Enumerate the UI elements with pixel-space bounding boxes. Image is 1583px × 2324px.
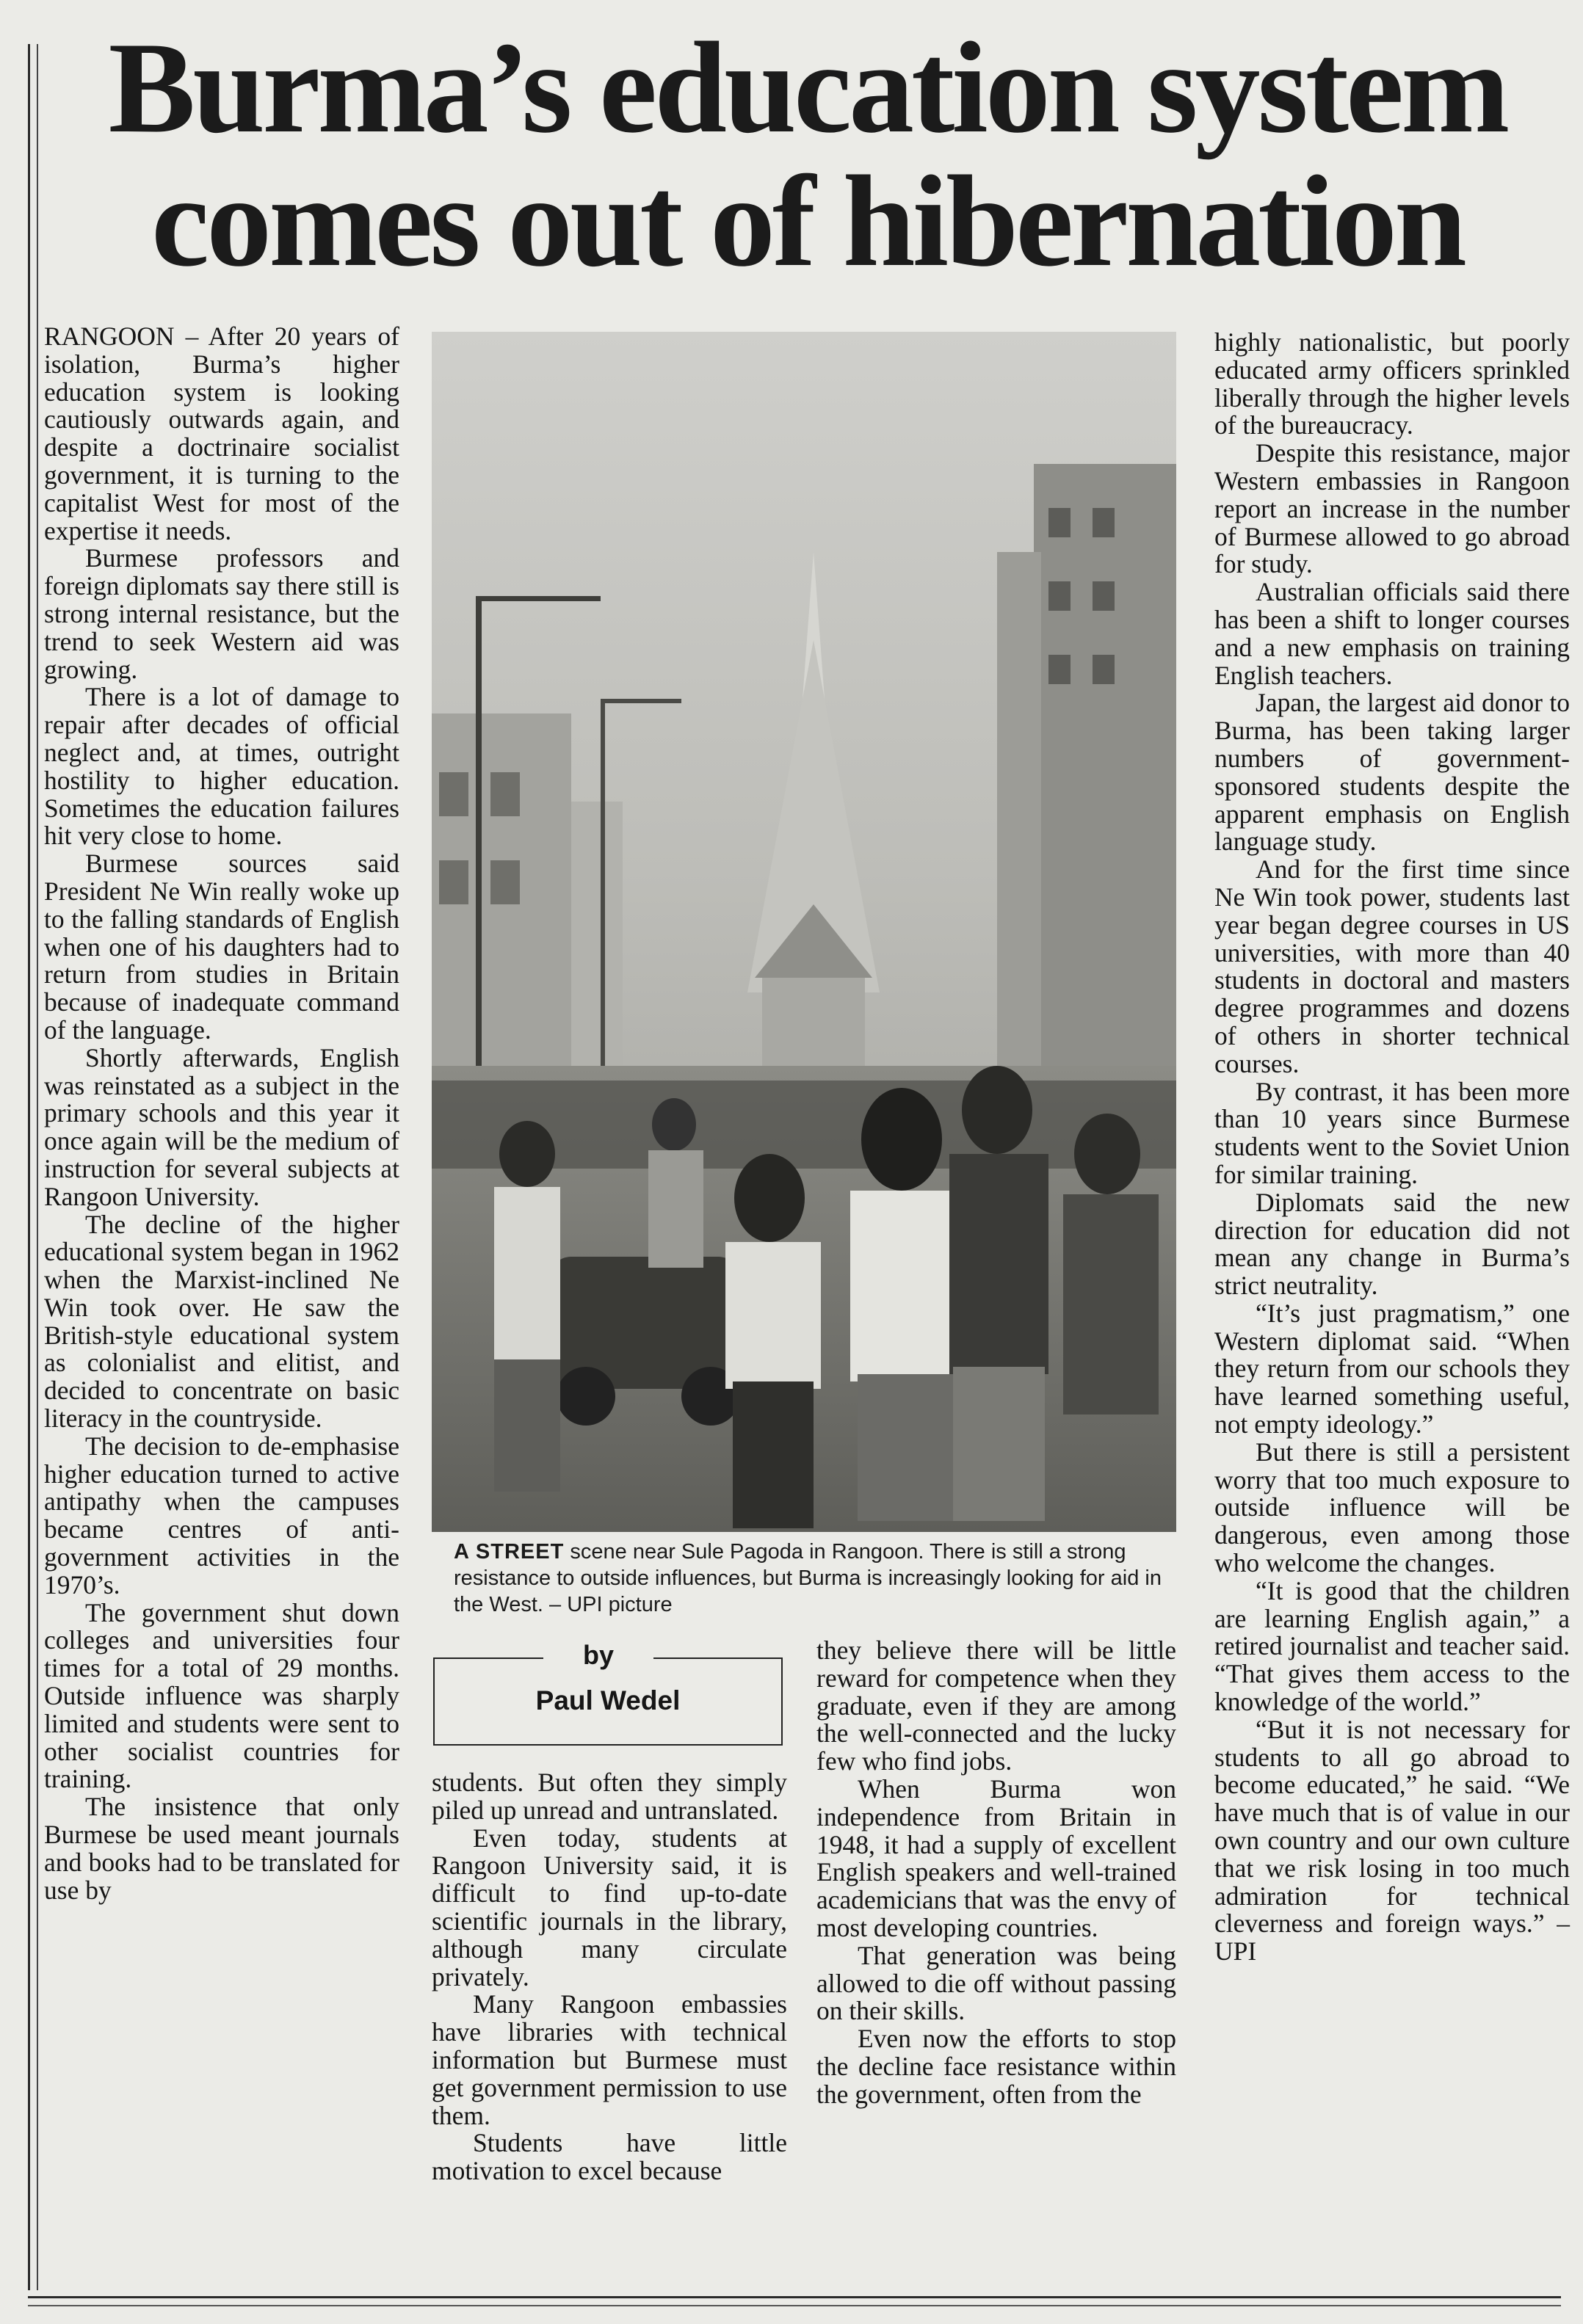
byline-author: Paul Wedel bbox=[535, 1685, 681, 1715]
paragraph: By contrast, it has been more than 10 years since Burmese students went to the Soviet Union for similar training. bbox=[1214, 1076, 1570, 1189]
paragraph: Students have little motivation to excel because bbox=[432, 2128, 787, 2186]
paragraph: students. But often they simply piled up unread and untranslated. bbox=[432, 1768, 787, 1825]
byline-by: by bbox=[582, 1640, 614, 1670]
paragraph: Despite this resistance, major Western embassies in Rangoon report an increase in the number of Burmese allowed to go abroad for study. bbox=[1214, 438, 1570, 579]
headline bbox=[44, 15, 1571, 294]
byline-box bbox=[433, 1640, 783, 1747]
paragraph: The decision to de-emphasise higher education turned to active antipathy when the campuses became centres of anti-government activities in the 1970’s. bbox=[44, 1431, 399, 1599]
paragraph: Australian officials said there has been a shift to longer courses and a new emphasis on training English teachers. bbox=[1214, 577, 1570, 690]
paragraph: highly nationalistic, but poorly educated army officers sprinkled liberally through the higher levels of the bureaucracy. bbox=[1214, 327, 1570, 440]
paragraph: Burmese sources said President Ne Win really woke up to the falling standards of English when one of his daughters had to return from studies in Britain because of inadequate command of the language. bbox=[44, 849, 399, 1045]
paragraph: Even now the efforts to stop the decline face resistance within the government, often from the bbox=[816, 2024, 1176, 2109]
paragraph: But there is still a persistent worry that too much exposure to outside influence will be dangerous, even among those who welcome the changes. bbox=[1214, 1437, 1570, 1578]
paragraph: Diplomats said the new direction for education did not mean any change in Burma’s strict neutrality. bbox=[1214, 1187, 1570, 1301]
left-border-rule-inner bbox=[37, 44, 38, 2290]
headline-line-1: Burma’s education system bbox=[108, 15, 1507, 160]
article-column-3 bbox=[816, 1637, 1176, 2109]
photo-caption bbox=[454, 1539, 1176, 1618]
paragraph: The government shut down colleges and universities four times for a total of 29 months. Outside influence was sharply limited and students were sent to other socialist countries for training. bbox=[44, 1597, 399, 1794]
paragraph: There is a lot of damage to repair after decades of official neglect and, at times, outright hostility to higher education. Sometimes the education failures hit very close to home. bbox=[44, 682, 399, 851]
paragraph: “But it is not necessary for students to all go abroad to become educated,” he said. “We have much that is of value in our own country and our own culture that we risk losing in too much admiration for technical cleverness and foreign ways.” – UPI bbox=[1214, 1714, 1570, 1967]
paragraph: When Burma won independence from Britain in 1948, it had a supply of excellent English speakers and well-trained academicians that was the envy of most developing countries. bbox=[816, 1773, 1176, 1942]
paragraph: Burmese professors and foreign diplomats say there still is strong internal resistance, but the trend to seek Western aid was growing. bbox=[44, 543, 399, 684]
article-column-1 bbox=[44, 323, 399, 1904]
street-scene-illustration bbox=[432, 332, 1176, 1532]
paragraph: “It’s just pragmatism,” one Western diplomat said. “When they return from our schools they have learned something useful, not empty ideology.” bbox=[1214, 1298, 1570, 1439]
paragraph: That generation was being allowed to die off without passing on their skills. bbox=[816, 1940, 1176, 2026]
paragraph: Even today, students at Rangoon University said, it is difficult to find up-to-date scientific journals in the library, although many circulate privately. bbox=[432, 1823, 787, 1991]
article-column-4 bbox=[1214, 329, 1570, 1966]
caption-text: scene near Sule Pagoda in Rangoon. There is still a strong resistance to outside influences, but Burma is increasingly looking for aid in the West. – UPI picture bbox=[454, 1540, 1162, 1616]
headline-line-2: comes out of hibernation bbox=[151, 148, 1464, 294]
paragraph: Japan, the largest aid donor to Burma, has been taking larger numbers of government-sponsored students despite the apparent emphasis on English language study. bbox=[1214, 688, 1570, 857]
paragraph: Shortly afterwards, English was reinstated as a subject in the primary schools and this year it once again will be the medium of instruction for several subjects at Rangoon University. bbox=[44, 1042, 399, 1211]
bottom-border-rule bbox=[28, 2296, 1561, 2298]
street-photo bbox=[432, 332, 1176, 1532]
paragraph: And for the first time since Ne Win took power, students last year began degree courses in US universities, with more than 40 students in doctoral and masters degree programmes and dozens of others in shorter technical courses. bbox=[1214, 854, 1570, 1078]
bottom-border-rule-inner bbox=[28, 2305, 1561, 2306]
paragraph: The insistence that only Burmese be used meant journals and books had to be translated for use by bbox=[44, 1792, 399, 1905]
caption-lead: A STREET bbox=[454, 1540, 565, 1564]
paragraph: Many Rangoon embassies have libraries with technical information but Burmese must get government permission to use them. bbox=[432, 1989, 787, 2130]
article-column-2 bbox=[432, 1769, 787, 2185]
left-border-rule bbox=[28, 44, 30, 2290]
paragraph: “It is good that the children are learning English again,” a retired journalist and teacher said. “That gives them access to the knowledge of the world.” bbox=[1214, 1575, 1570, 1717]
paragraph: The decline of the higher educational system began in 1962 when the Marxist-inclined Ne Win took over. He saw the British-style educational system as colonialist and elitist, and decided to concentrate on basic literacy in the countryside. bbox=[44, 1209, 399, 1434]
paragraph: they believe there will be little reward for competence when they graduate, even if they are among the well-connected and the lucky few who find jobs. bbox=[816, 1635, 1176, 1776]
paragraph: RANGOON – After 20 years of isolation, Burma’s higher education system is looking cautiously outwards again, and despite a doctrinaire socialist government, it is turning to the capitalist West for most of the expertise it needs. bbox=[44, 322, 399, 545]
